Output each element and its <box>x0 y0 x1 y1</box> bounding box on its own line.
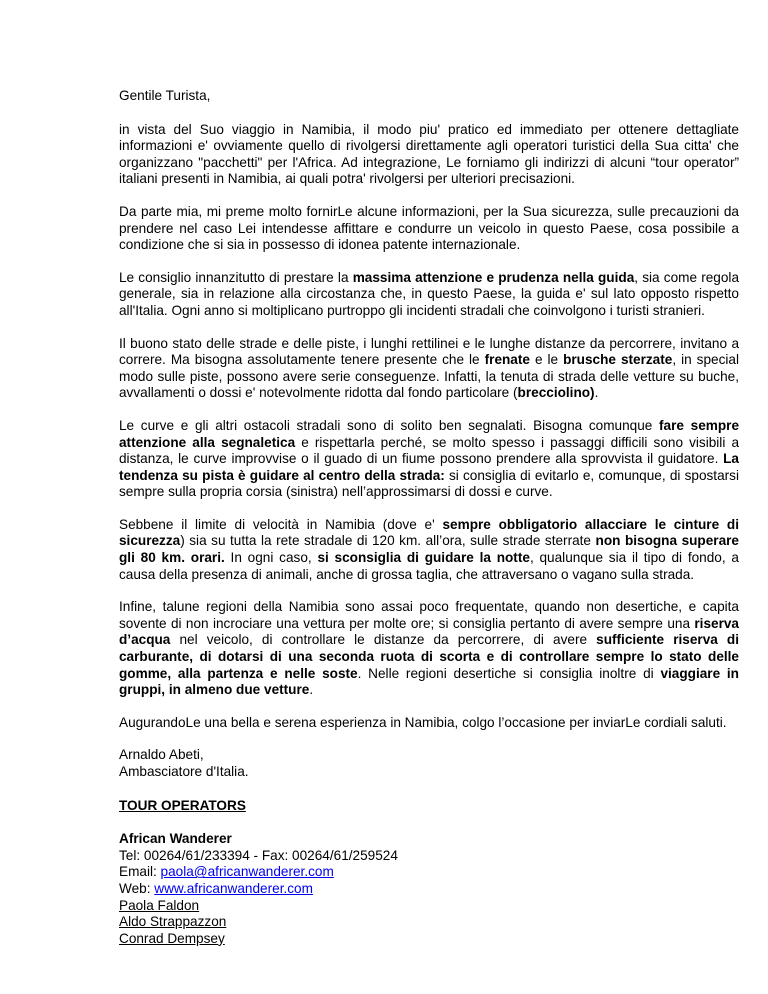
paragraph-signage: Le curve e gli altri ostacoli stradali sono di solito ben segnalati. Bisogna comunque fare sempre attenzione alla segnaletica e rispettarla perché, se molto spesso i passaggi difficili sono visibili a distanza, le curve improvvise o il guado di un fiume possono prendere alla sprovvista il guidatore. La tendenza su pista è guidare al centro della strada: si consiglia di evitarlo e, comunque, di spostarsi sempre sulla propria corsia (sinistra) nell’approssimarsi di dossi e curve. <box>119 417 740 500</box>
paragraph-closing: AugurandoLe una bella e serena esperienza in Namibia, colgo l’occasione per inviarLe cordiali saluti. <box>119 714 727 730</box>
operator-contact-person[interactable]: Conrad Dempsey <box>119 930 225 946</box>
paragraph-intro: in vista del Suo viaggio in Namibia, il modo piu' pratico ed immediato per ottenere dettagliate informazioni e' ovviamente quello di rivolgersi direttamente agli operatori turistici della Sua citta' che organizzano "pacchetti" per l'Africa. Ad integrazione, Le forniamo gli indirizzi di alcuni “tour operator” italiani presenti in Namibia, ai quali potra' rivolgersi per ulteriori precisazioni. <box>119 121 739 187</box>
signature-role: Ambasciatore d'Italia. <box>119 764 249 779</box>
paragraph-caution: Le consiglio innanzitutto di prestare la massima attenzione e prudenza nella guida, sia come regola generale, sia in relazione alla circostanza che, in questo Paese, la guida e' sul lato opposto rispetto all'Italia. Ogni anno si moltiplicano purtroppo gli incidenti stradali che coinvolgono i turisti stranieri. <box>119 269 740 318</box>
paragraph-road-conditions: Il buono stato delle strade e delle piste, i lunghi rettilinei e le lunghe distanze da percorrere, invitano a correre. Ma bisogna assolutamente tenere presente che le frenate e le brusche sterzate, in special modo sulle piste, possono avere serie conseguenze. Infatti, la tenuta di strada delle vetture su buche, avvallamenti o dossi e' notevolmente ridotta dal fondo particolare (brecciolino). <box>119 335 739 401</box>
operator-contact-person[interactable]: Aldo Strappazzon <box>119 914 227 930</box>
emphasis-attention: massima attenzione e prudenza nella guida <box>352 269 635 285</box>
signature-block <box>119 747 739 780</box>
paragraph-speed-limit: Sebbene il limite di velocità in Namibia (dove e' sempre obbligatorio allacciare le cinture di sicurezza) sia su tutta la rete stradale di 120 km. all’ora, sulle strade sterrate non bisogna superare gli 80 km. orari. In ogni caso, si sconsiglia di guidare la notte, qualunque sia il tipo di fondo, a causa della presenza di animali, anche di grossa taglia, che attraversano o vagano sulla strada. <box>119 516 739 582</box>
operator-email-row: Email: paola@africanwanderer.com <box>119 864 334 880</box>
operator-contact-person[interactable]: Paola Faldon <box>119 897 200 913</box>
salutation: Gentile Turista, <box>119 88 211 103</box>
letter-page <box>119 88 739 947</box>
signature-name: Arnaldo Abeti, <box>119 747 204 763</box>
operator-tel-fax: Tel: 00264/61/233394 - Fax: 00264/61/259524 <box>119 847 398 863</box>
section-heading-tour-operators: TOUR OPERATORS <box>119 797 246 813</box>
operator-name: African Wanderer <box>119 831 232 847</box>
operator-web-link[interactable]: www.africanwanderer.com <box>154 880 313 896</box>
operator-web-row: Web: www.africanwanderer.com <box>119 880 313 896</box>
operator-contact-block <box>119 831 739 947</box>
operator-email-link[interactable]: paola@africanwanderer.com <box>160 864 334 880</box>
paragraph-remote-regions: Infine, talune regioni della Namibia sono assai poco frequentate, quando non desertiche, e capita sovente di non incrociare una vettura per molte ore; si consiglia pertanto di avere sempre una riserva d’acqua nel veicolo, di controllare le distanze da percorrere, di avere sufficiente riserva di carburante, di dotarsi di una seconda ruota di scorta e di controllare sempre lo stato delle gomme, alla partenza e nelle soste. Nelle regioni desertiche si consiglia inoltre di viaggiare in gruppi, in almeno due vetture. <box>119 599 739 698</box>
paragraph-vehicle-info: Da parte mia, mi preme molto fornirLe alcune informazioni, per la Sua sicurezza, sulle precauzioni da prendere nel caso Lei intendesse affittare e condurre un veicolo in questo Paese, cosa possibile a condizione che si sia in possesso di idonea patente internazionale. <box>119 203 739 253</box>
